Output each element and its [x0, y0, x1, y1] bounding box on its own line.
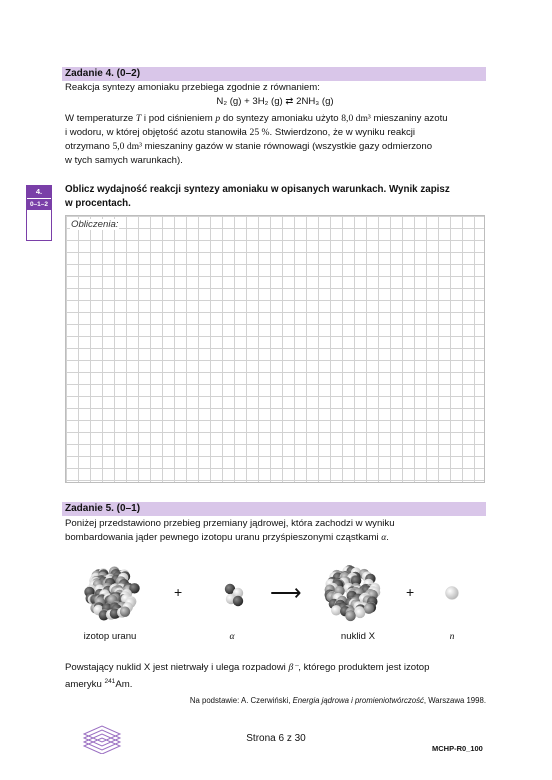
reaction-arrow: ⟶	[270, 580, 302, 605]
task5-intro: Poniżej przedstawiono przebieg przemiany jądrowej, która zachodzi w wyniku bombardowania jąder pewnego izotopu uranu przyśpieszonymi cząstkami α.	[65, 518, 395, 543]
caption-nuclide: nuklid X	[340, 631, 376, 642]
symbol-p: p	[215, 113, 221, 124]
task4-paragraph	[65, 112, 485, 168]
page-number: Strona 6 z 30	[246, 733, 306, 744]
exam-code: MCHP-R0_100	[432, 744, 483, 753]
score-box	[26, 185, 52, 241]
plus-sign-1: +	[174, 584, 183, 600]
score-task-number: 4.	[27, 186, 51, 198]
volume-2: 5,0 dm³	[112, 141, 142, 152]
task4-intro: Reakcja syntezy amoniaku przebiega zgodnie z równaniem:	[65, 82, 320, 93]
task4-question: Oblicz wydajność reakcji syntezy amoniaku w opisanych warunkach. Wynik zapisz w procentach.	[65, 184, 450, 209]
score-entry-field[interactable]	[27, 210, 51, 240]
nuclide-x-icon	[325, 565, 381, 621]
caption-uranium: izotop uranu	[83, 631, 137, 642]
beta-symbol: β⁻	[288, 662, 299, 673]
alpha-symbol: α	[381, 532, 387, 543]
uranium-nucleus-icon	[84, 566, 139, 620]
task4-paragraph-line2: i wodoru, w której objętość azotu stanowiła 25 %. Stwierdzono, że w wyniku reakcji	[65, 127, 416, 138]
task4-paragraph-line4: w tych samych warunkach).	[65, 155, 183, 166]
caption-neutron: n	[449, 631, 455, 642]
neutron-icon	[446, 587, 459, 600]
percent-value: 25 %	[249, 127, 270, 138]
score-range: 0–1–2	[27, 198, 51, 210]
volume-1: 8,0 dm³	[341, 113, 371, 124]
calculation-label: Obliczenia:	[71, 219, 119, 230]
task5-header: Zadanie 5. (0–1)	[62, 502, 486, 516]
alpha-particle-icon	[225, 584, 243, 606]
source-citation: Na podstawie: A. Czerwiński, Energia jądrowa i promieniotwórczość, Warszawa 1998.	[189, 696, 486, 705]
task4-equation: N₂ (g) + 3H₂ (g) ⇄ 2NH₃ (g)	[216, 96, 334, 107]
plus-sign-2: +	[406, 584, 415, 600]
calculation-grid[interactable]	[65, 215, 485, 483]
symbol-T: T	[135, 113, 142, 124]
task5-result: Powstający nuklid X jest nietrwały i ulega rozpadowi β⁻, którego produktem jest izotop ameryku $^{241}$Am.	[65, 662, 430, 691]
task4-paragraph-line1: W temperaturze T i pod ciśnieniem p do syntezy amoniaku użyto 8,0 dm³ mieszaniny azotu	[65, 113, 448, 124]
caption-alpha: α	[229, 631, 235, 642]
mass-number: 241	[104, 678, 116, 685]
task4-paragraph-line3: otrzymano 5,0 dm³ mieszaniny gazów w stanie równowagi (wszystkie gazy odmierzono	[65, 141, 433, 152]
task4-header: Zadanie 4. (0–2)	[62, 67, 486, 81]
